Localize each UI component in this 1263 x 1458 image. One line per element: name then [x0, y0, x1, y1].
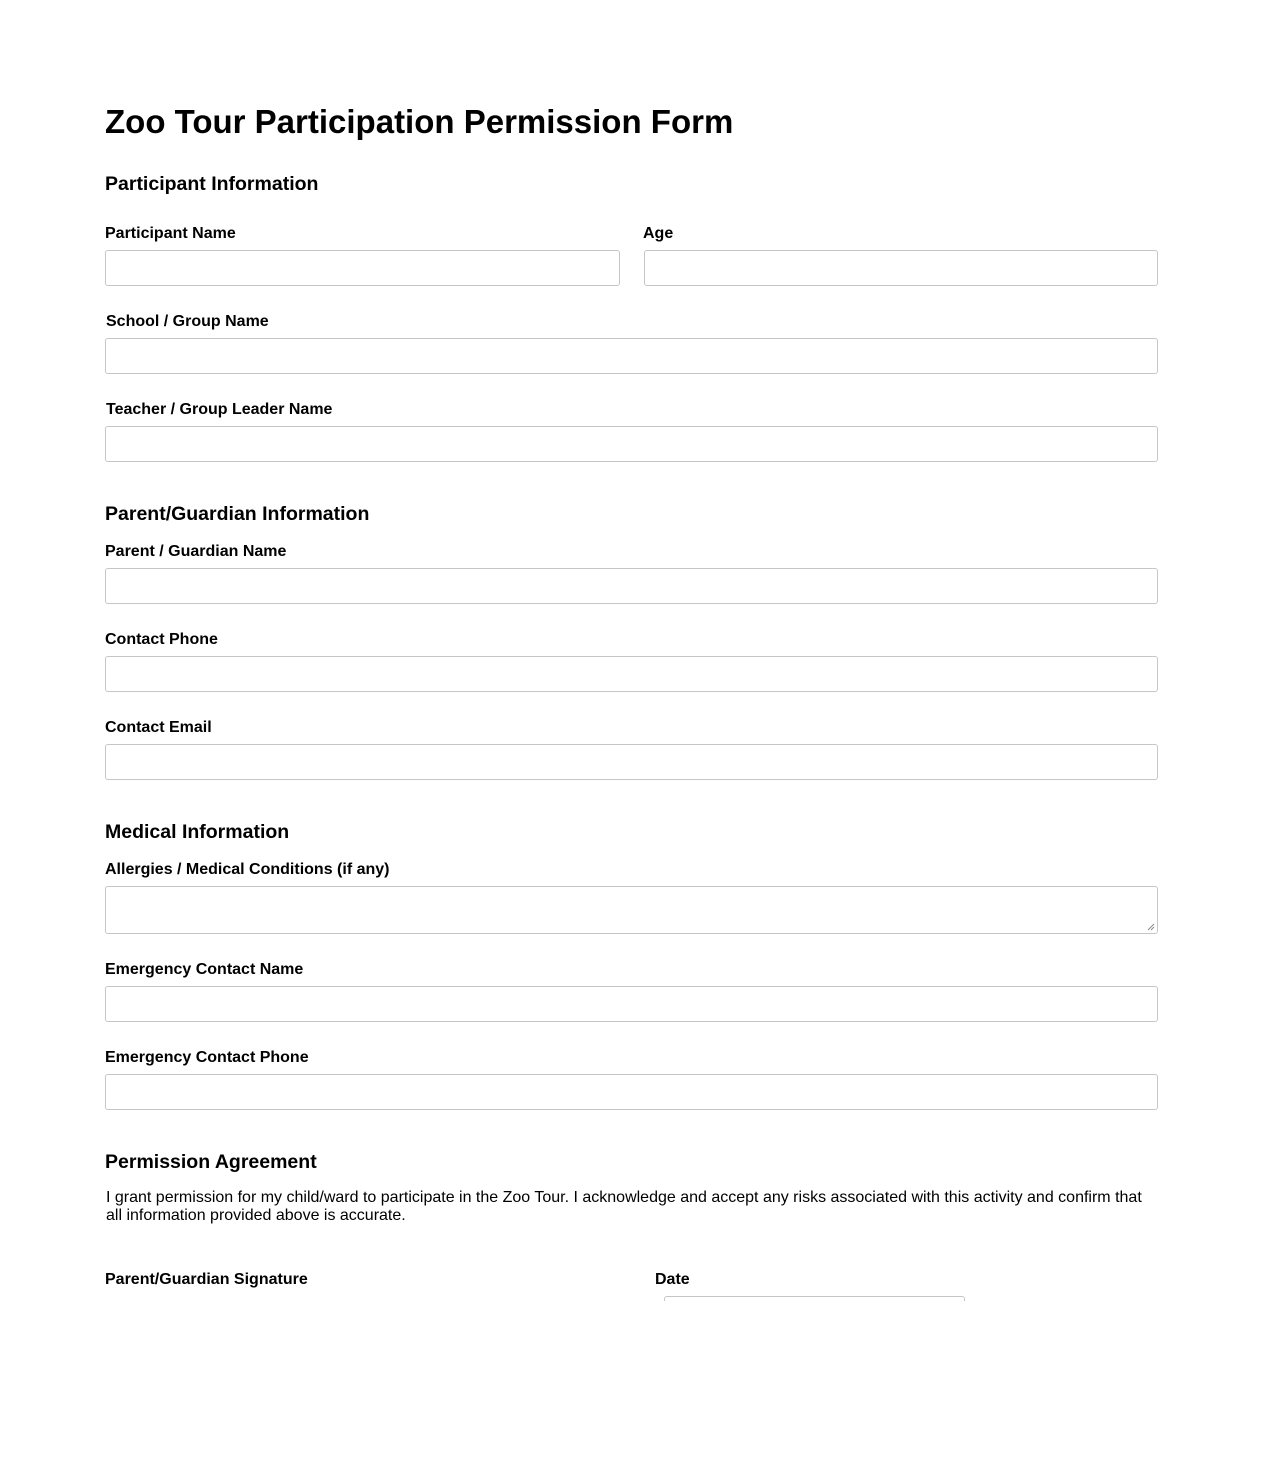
guardian-name-label: Parent / Guardian Name: [105, 543, 287, 560]
allergies-label: Allergies / Medical Conditions (if any): [105, 861, 390, 878]
school-group-name-input[interactable]: [105, 338, 1158, 374]
resize-grip-icon[interactable]: [1147, 923, 1155, 931]
age-label: Age: [643, 225, 674, 242]
contact-email-label: Contact Email: [105, 719, 212, 736]
allergies-textarea[interactable]: [105, 886, 1158, 934]
section-heading-medical: Medical Information: [105, 821, 290, 843]
contact-phone-label: Contact Phone: [105, 631, 218, 648]
form-title: Zoo Tour Participation Permission Form: [105, 103, 734, 140]
emergency-contact-phone-input[interactable]: [105, 1074, 1158, 1110]
section-heading-agreement: Permission Agreement: [105, 1151, 317, 1173]
signature-label: Parent/Guardian Signature: [105, 1271, 308, 1288]
school-group-name-label: School / Group Name: [106, 313, 269, 330]
emergency-contact-phone-label: Emergency Contact Phone: [105, 1049, 309, 1066]
emergency-contact-name-input[interactable]: [105, 986, 1158, 1022]
section-heading-guardian: Parent/Guardian Information: [105, 503, 370, 525]
contact-phone-input[interactable]: [105, 656, 1158, 692]
agreement-text: I grant permission for my child/ward to participate in the Zoo Tour. I acknowledge and accept any risks associated with this activity and confirm that all information provided above is accurate.: [106, 1189, 1142, 1224]
contact-email-input[interactable]: [105, 744, 1158, 780]
teacher-leader-name-label: Teacher / Group Leader Name: [106, 401, 333, 418]
participant-name-input[interactable]: [105, 250, 620, 286]
guardian-name-input[interactable]: [105, 568, 1158, 604]
emergency-contact-name-label: Emergency Contact Name: [105, 961, 304, 978]
page-clip-area: [0, 1301, 1263, 1458]
date-label: Date: [655, 1271, 690, 1288]
participant-name-label: Participant Name: [105, 225, 236, 242]
section-heading-participant: Participant Information: [105, 173, 319, 195]
age-input[interactable]: [644, 250, 1158, 286]
teacher-leader-name-input[interactable]: [105, 426, 1158, 462]
